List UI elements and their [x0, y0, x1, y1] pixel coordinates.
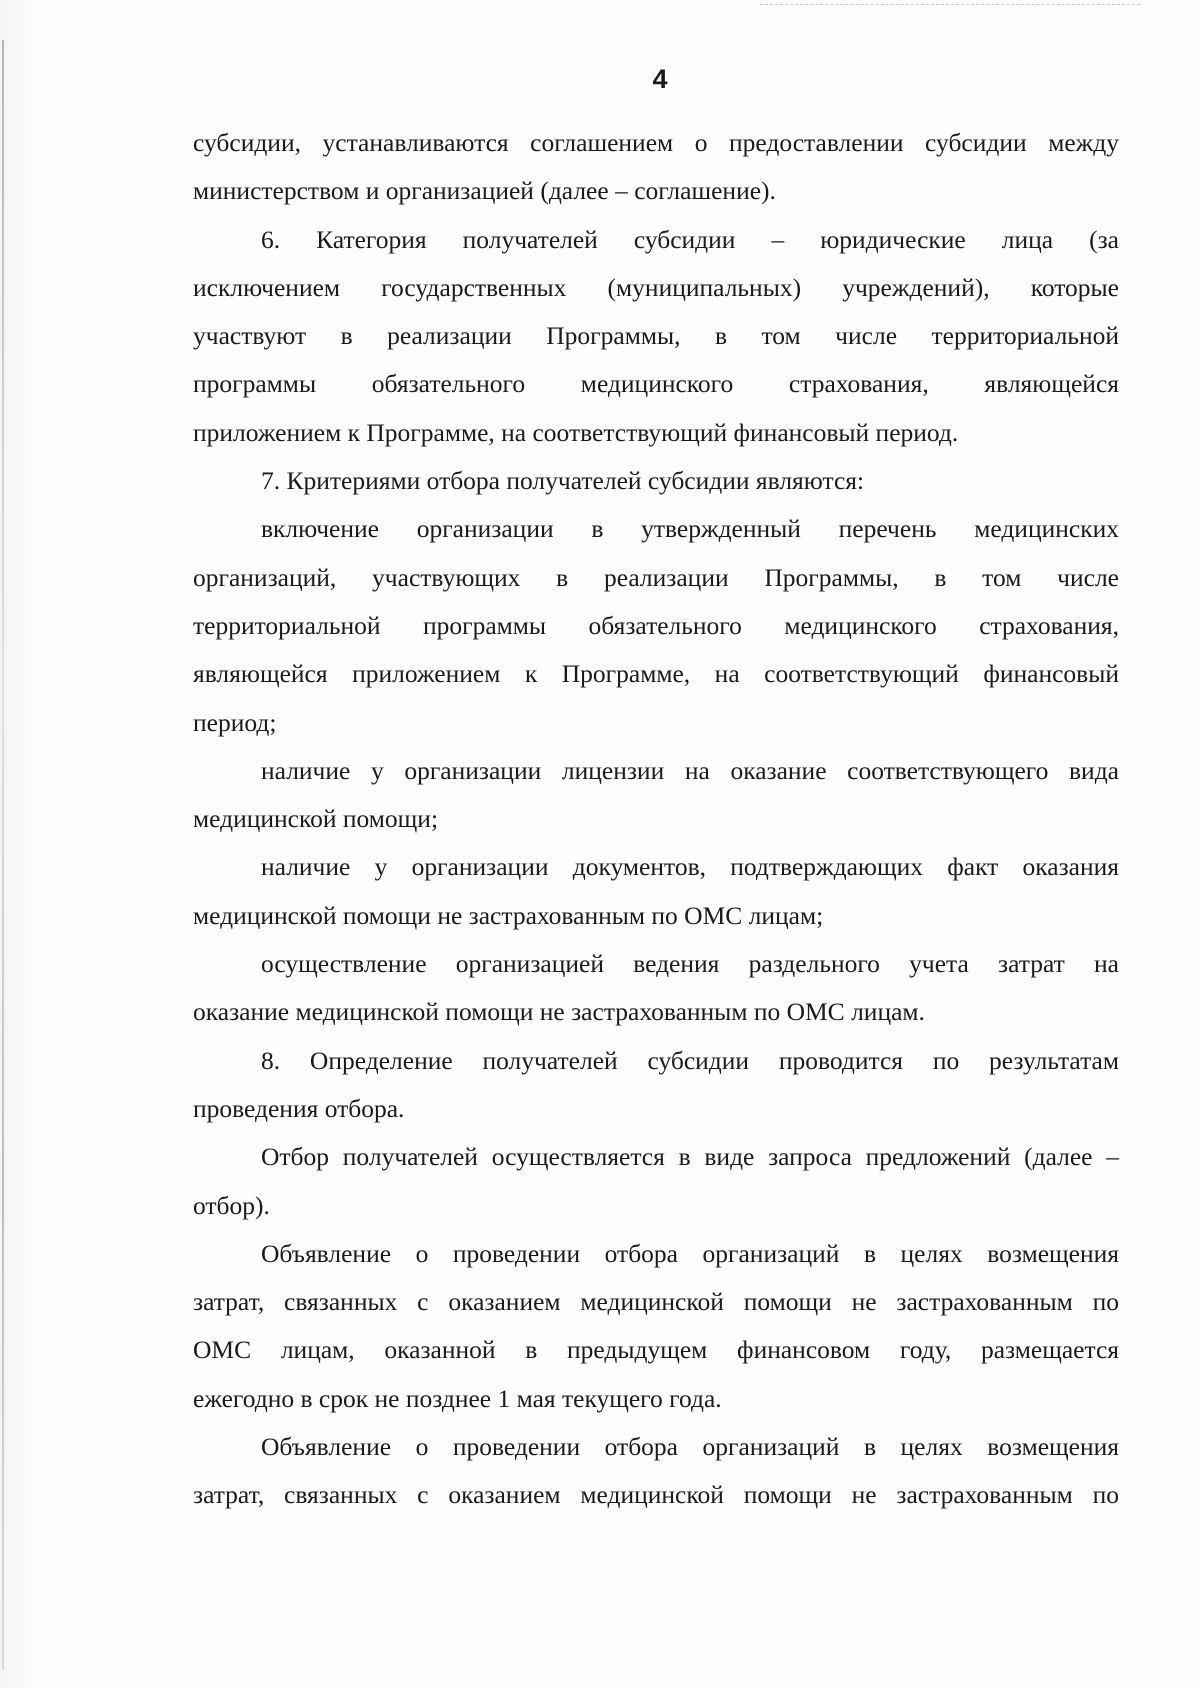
text-line: программы обязательного медицинского страхования, являющейся: [193, 369, 1119, 399]
text-line: медицинской помощи;: [193, 804, 439, 834]
text-line: затрат, связанных с оказанием медицинской помощи не застрахованным по: [193, 1287, 1119, 1317]
criterion-4-start: осуществление организацией ведения раздельного учета затрат на: [261, 949, 1119, 979]
text-line: проведения отбора.: [193, 1093, 405, 1123]
text-line: субсидии, устанавливаются соглашением о предоставлении субсидии между: [193, 128, 1119, 157]
text-line: ежегодно в срок не позднее 1 мая текущего года.: [193, 1383, 722, 1413]
text-line: приложением к Программе, на соответствующий финансовый период.: [193, 417, 959, 447]
text-line: медицинской помощи не застрахованным по ОМС лицам;: [193, 900, 824, 930]
criterion-3-start: наличие у организации документов, подтверждающих факт оказания: [261, 852, 1119, 882]
text-line: территориальной программы обязательного медицинского страхования,: [193, 610, 1119, 640]
paragraph-6-start: 6. Категория получателей субсидии – юридические лица (за: [261, 224, 1119, 254]
announcement-1-start: Объявление о проведении отбора организаций в целях возмещения: [261, 1238, 1119, 1268]
text-line: исключением государственных (муниципальных) учреждений), которые: [193, 272, 1119, 302]
text-line: участвуют в реализации Программы, в том числе территориальной: [193, 321, 1119, 351]
paragraph-8-start: 8. Определение получателей субсидии проводится по результатам: [261, 1045, 1119, 1075]
text-line: отбор).: [193, 1190, 270, 1220]
text-line: ОМС лицам, оказанной в предыдущем финансовом году, размещается: [193, 1335, 1119, 1365]
text-line: министерством и организацией (далее – соглашение).: [193, 176, 776, 206]
text-line: оказание медицинской помощи не застрахованным по ОМС лицам.: [193, 997, 925, 1027]
text-line: организаций, участвующих в реализации Программы, в том числе: [193, 562, 1119, 592]
announcement-2-start: Объявление о проведении отбора организаций в целях возмещения: [261, 1432, 1119, 1462]
criterion-1-start: включение организации в утвержденный перечень медицинских: [261, 514, 1119, 544]
text-line: период;: [193, 707, 277, 737]
text-line: затрат, связанных с оказанием медицинской помощи не застрахованным по: [193, 1480, 1119, 1510]
document-body: [193, 119, 1119, 1520]
page-number: 4: [652, 64, 668, 94]
scan-top-mark: [760, 4, 1140, 6]
paragraph-7-start: 7. Критериями отбора получателей субсидии являются:: [261, 466, 865, 496]
criterion-2-start: наличие у организации лицензии на оказание соответствующего вида: [261, 755, 1119, 785]
text-line: являющейся приложением к Программе, на соответствующий финансовый: [193, 659, 1119, 689]
scan-shadow: [0, 0, 40, 1688]
scan-edge-line: [2, 40, 4, 1670]
selection-paragraph-start: Отбор получателей осуществляется в виде запроса предложений (далее –: [261, 1142, 1119, 1172]
